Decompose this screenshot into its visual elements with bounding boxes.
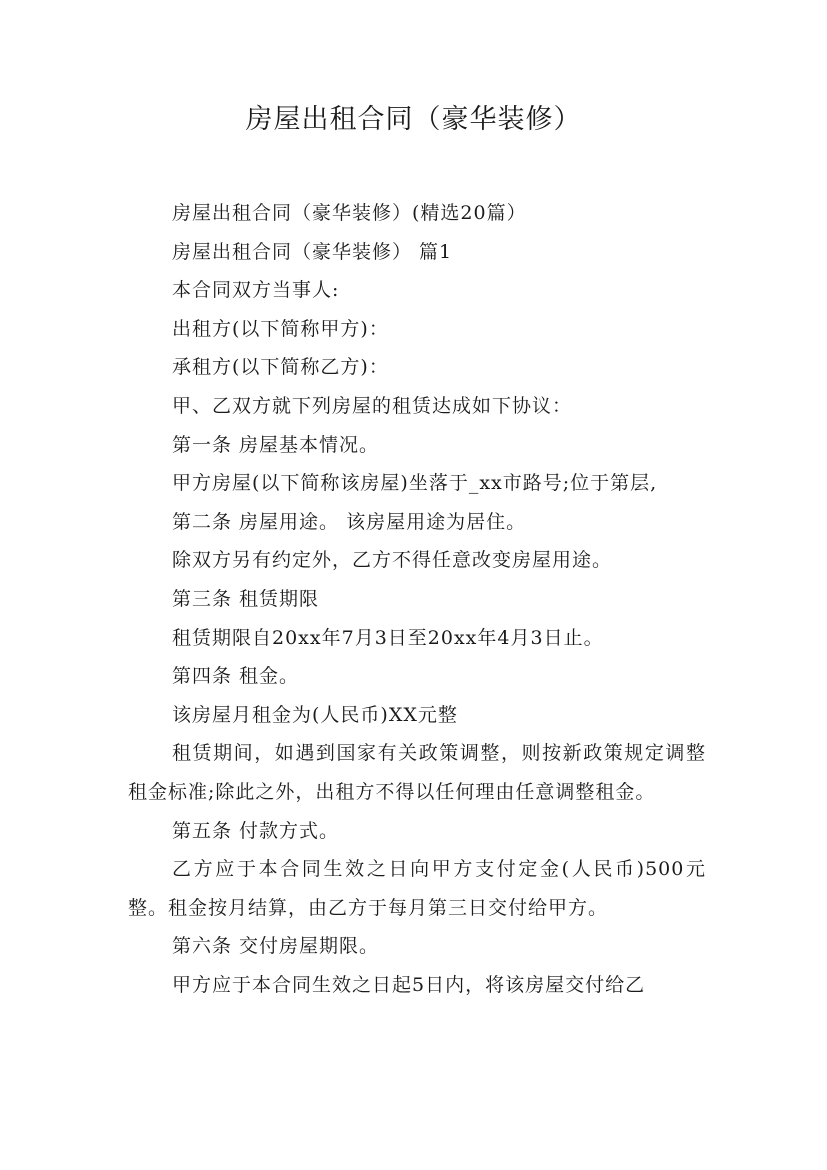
paragraph: 该房屋月租金为(人民币)XX元整	[172, 703, 458, 726]
paragraph-article-heading: 第五条 付款方式。	[172, 819, 340, 842]
paragraph-article-heading: 第四条 租金。	[172, 665, 300, 688]
paragraph: 出租方(以下简称甲方)：	[172, 317, 389, 340]
paragraph: 甲方应于本合同生效之日起5日内，将该房屋交付给乙	[172, 973, 646, 996]
paragraph: 本合同双方当事人:	[172, 279, 340, 302]
paragraph-article-heading: 第二条 房屋用途。 该房屋用途为居住。	[172, 510, 527, 533]
document-title: 房屋出租合同（豪华装修）	[245, 104, 582, 135]
paragraph: 租赁期间，如遇到国家有关政策调整，则按新政策规定调整租金标准;除此之外，出租方不得以任何理由任意调整租金。	[128, 742, 706, 803]
paragraph-section-heading: 房屋出租合同（豪华装修） 篇1	[172, 240, 453, 263]
paragraph: 除双方另有约定外，乙方不得任意改变房屋用途。	[172, 549, 613, 572]
paragraph-subtitle: 房屋出租合同（豪华装修）(精选20篇）	[172, 202, 527, 224]
paragraph: 甲、乙双方就下列房屋的租赁达成如下协议：	[172, 394, 573, 417]
paragraph: 甲方房屋(以下简称该房屋)坐落于_xx市路号;位于第层,	[172, 472, 658, 495]
paragraph-article-heading: 第一条 房屋基本情况。	[172, 433, 380, 456]
paragraph-article-heading: 第六条 交付房屋期限。	[172, 935, 380, 958]
paragraph: 租赁期限自20xx年7月3日至20xx年4月3日止。	[172, 626, 604, 649]
paragraph-article-heading: 第三条 租赁期限	[172, 587, 320, 610]
paragraph: 乙方应于本合同生效之日向甲方支付定金(人民币)500元整。租金按月结算，由乙方于每月第三日交付给甲方。	[128, 858, 706, 919]
document-body	[128, 194, 706, 1004]
paragraph: 承租方(以下简称乙方)：	[172, 356, 389, 379]
